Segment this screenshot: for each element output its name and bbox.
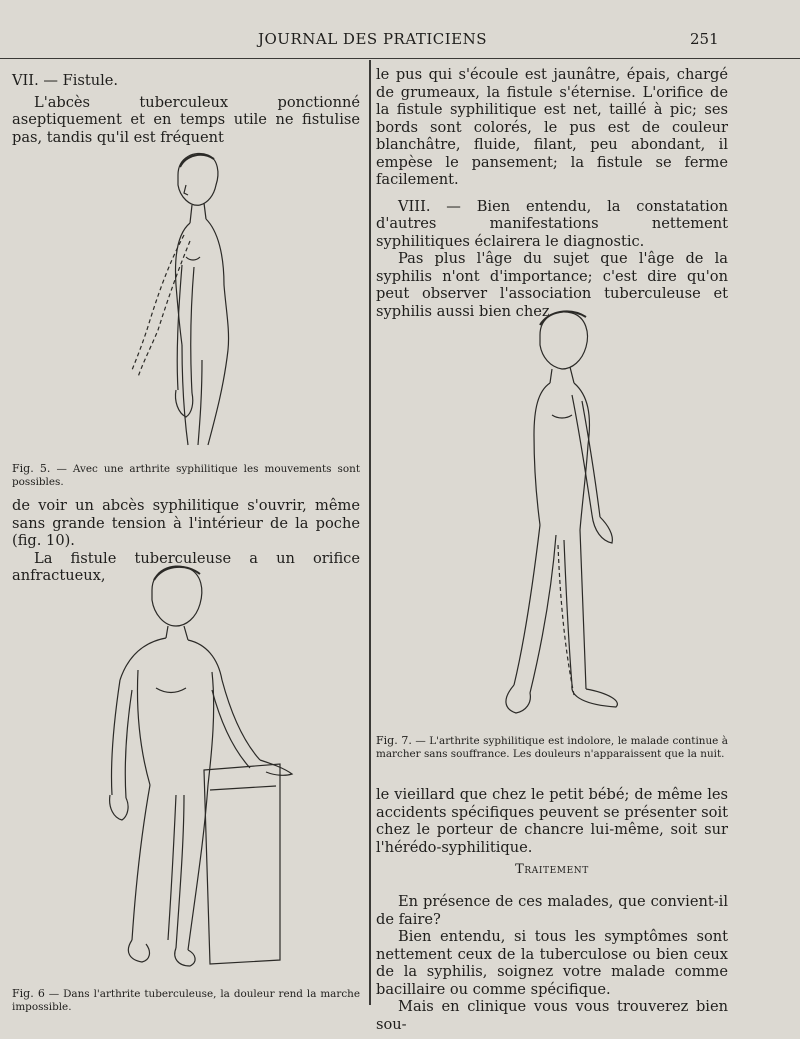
section-heading-traitement: Traitement <box>515 862 589 877</box>
figure-7-caption <box>376 734 728 761</box>
paragraph: Bien entendu, si tous les symptômes sont nettement ceux de la tuberculose ou bien ceux de la syphilis, soignez votre malade comme bacillaire ou comme spécifique. <box>376 928 728 998</box>
figure-7-label: Fig. 7. <box>376 734 412 747</box>
figure-6-caption <box>12 987 360 1014</box>
paragraph: Mais en clinique vous vous trouverez bien sou- <box>376 998 728 1033</box>
column-divider <box>369 60 371 1005</box>
figure-7-caption-text: — L'arthrite syphilitique est indolore, le malade continue à marcher sans souffrance. Les douleurs n'apparaissent que la nuit. <box>376 735 728 760</box>
paragraph: de voir un abcès syphilitique s'ouvrir, même sans grande tension à l'intérieur de la poche (fig. 10). <box>12 497 360 549</box>
figure-6-illustration <box>80 560 310 980</box>
page-header <box>0 24 800 59</box>
right-column-top <box>376 66 728 320</box>
figure-6-label: Fig. 6 <box>12 987 45 1000</box>
right-column-middle <box>376 786 728 856</box>
journal-title: JOURNAL DES PRATICIENS <box>258 30 488 48</box>
figure-5-illustration <box>120 145 320 450</box>
paragraph: VIII. — Bien entendu, la constatation d'autres manifestations nettement syphilitiques éclairera le diagnostic. <box>376 197 728 250</box>
paragraph: Pas plus l'âge du sujet que l'âge de la syphilis n'ont d'importance; c'est dire qu'on peut observer l'association tuberculeuse et syphilis aussi bien chez <box>376 250 728 320</box>
figure-5-caption-text: — Avec une arthrite syphilitique les mouvements sont possibles. <box>12 463 360 488</box>
figure-5-label: Fig. 5. <box>12 462 51 475</box>
figure-6-caption-text: — Dans l'arthrite tuberculeuse, la douleur rend la marche impossible. <box>12 988 360 1013</box>
paragraph: le vieillard que chez le petit bébé; de même les accidents spécifiques peuvent se présenter soit chez le porteur de chancre lui-même, soit sur l'hérédo-syphilitique. <box>376 786 728 856</box>
figure-7-illustration <box>490 305 650 725</box>
figure-5-caption <box>12 462 360 489</box>
paragraph: La fistule tuberculeuse a un orifice anfractueux, <box>12 549 360 584</box>
paragraph: En présence de ces malades, que convient-il de faire? <box>376 893 728 928</box>
left-column-top <box>12 72 360 146</box>
right-column-bottom <box>376 893 728 1033</box>
boy-leaning-on-stand-illustration-icon <box>80 560 310 980</box>
page-number: 251 <box>690 30 719 48</box>
boy-standing-arm-raised-illustration-icon <box>120 145 320 450</box>
paragraph: L'abcès tuberculeux ponctionné aseptiquement et en temps utile ne fistulise pas, tandis qu'il est fréquent <box>12 93 360 146</box>
boy-walking-illustration-icon <box>490 305 650 725</box>
section-heading-vii: VII. — Fistule. <box>12 72 119 89</box>
paragraph: le pus qui s'écoule est jaunâtre, épais, chargé de grumeaux, la fistule s'éternise. L'orifice de la fistule syphilitique est net, taillé à pic; ses bords sont colorés, le pus est de couleur blanchâtre, fluide, filant, peu abondant, il empèse le pansement; la fistule se ferme facilement. <box>376 66 728 188</box>
